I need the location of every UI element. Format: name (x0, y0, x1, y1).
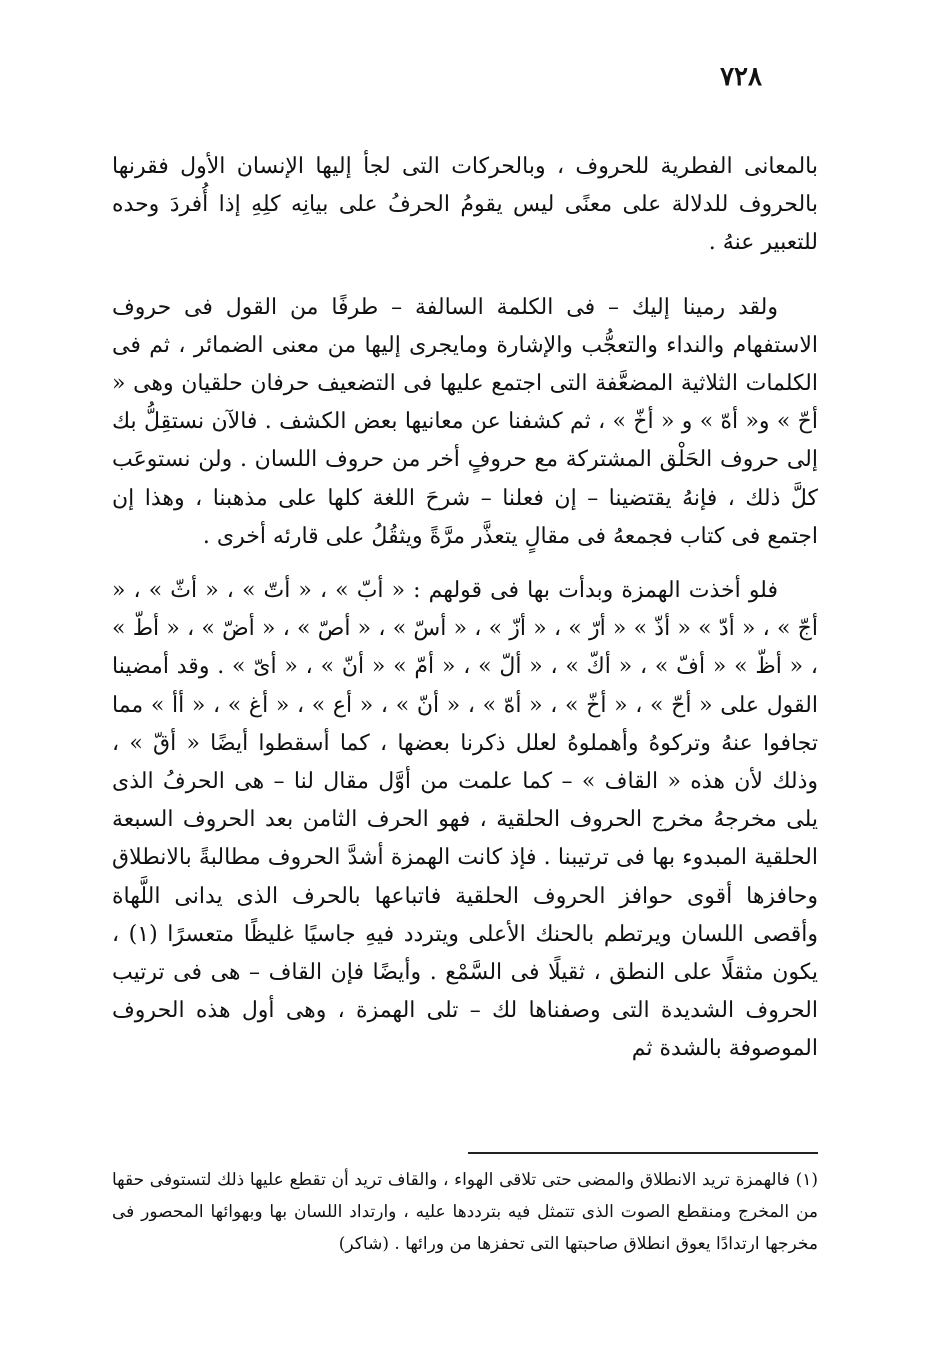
footnote-text: (١) فالهمزة تريد الانطلاق والمضى حتى تلاقى الهواء ، والقاف تريد أن تقطع عليها ذلك لتستوفى حقها من المخرج ومنقطع الصوت الذى تتمثل فيه بترددها عليه ، وارتداد اللسان بها وبهوائها المحصور فى مخرجها ارتدادًا يعوق انطلاق صاحبتها التى تحفزها من ورائها . (شاكر) (112, 1170, 818, 1254)
footnote (112, 1164, 818, 1260)
body-text (112, 148, 818, 1069)
paragraph-1: بالمعانى الفطرية للحروف ، وبالحركات التى لجأ إليها الإنسان الأول فقرنها بالحروف للدلالة على معنًى ليس يقومُ الحرفُ على بيانِه كلِهِ إذا أُفردَ وحده للتعبير عنهُ . (112, 154, 818, 256)
paragraph-3: فلو أخذت الهمزة وبدأت بها فى قولهم : « أبّ » ، « أتّ » ، « أثّ » ، « أجّ » ، « أدّ » « أذّ » « أرّ » ، « أزّ » ، « أسّ » ، « أصّ » ، « أضّ » ، « أطّ » ، « أظّ » « أفّ » ، « أكّ » ، « ألّ » ، « أمّ » « أنّ » ، « أىّ » . وقد أمضينا القول على « أحّ » ، « أخّ » ، « أهّ » ، « أنّ » ، « أع » ، « أغ » ، « أأ » مما تجافوا عنهُ وتركوهُ وأهملوهُ لعلل ذكرنا بعضها ، كما أسقطوا أيضًا « أقّ » ، وذلك لأن هذه « القاف » – كما علمت من أوَّل مقال لنا – هى الحرفُ الذى يلى مخرجهُ مخرج الحروف الحلقية ، فهو الحرف الثامن بعد الحروف السبعة الحلقية المبدوء بها فى ترتيبنا . فإذ كانت الهمزة أشدَّ الحروف مطالبةً بالانطلاق وحافزها أقوى حوافز الحروف الحلقية فاتباعها بالحرف الذى يدانى اللَّهاة وأقصى اللسان ويرتطم بالحنك الأعلى ويتردد فيهِ جاسيًا غليظًا متعسرًا (١) ، يكون مثقلًا على النطق ، ثقيلًا فى السَّمْع . وأيضًا فإن القاف – هى فى ترتيب الحروف الشديدة التى وصفناها لك – تلى الهمزة ، وهى أول هذه الحروف الموصوفة بالشدة ثم (112, 578, 818, 1062)
page-number: ٧٢٨ (720, 62, 762, 92)
footnote-divider (468, 1152, 818, 1154)
paragraph-2: ولقد رمينا إليك – فى الكلمة السالفة – طرفًا من القول فى حروف الاستفهام والنداء والتعجُّب والإشارة ومايجرى إليها من معنى الضمائر ، ثم فى الكلمات الثلاثية المضعَّفة التى اجتمع عليها فى التضعيف حرفان حلقيان وهى « أحّ » و« أهّ » و « أخّ » ، ثم كشفنا عن معانيها بعض الكشف . فالآن نستقِلُّ بك إلى حروف الحَلْق المشتركة مع حروفٍ أخر من حروف اللسان . ولن نستوعَب كلَّ ذلك ، فإنهُ يقتضينا – إن فعلنا – شرحَ اللغة كلها على مذهبنا ، وهذا إن اجتمع فى كتاب فجمعهُ فى مقالٍ يتعذَّر مرَّةً ويثقُلُ على قارئه أخرى . (112, 294, 818, 549)
